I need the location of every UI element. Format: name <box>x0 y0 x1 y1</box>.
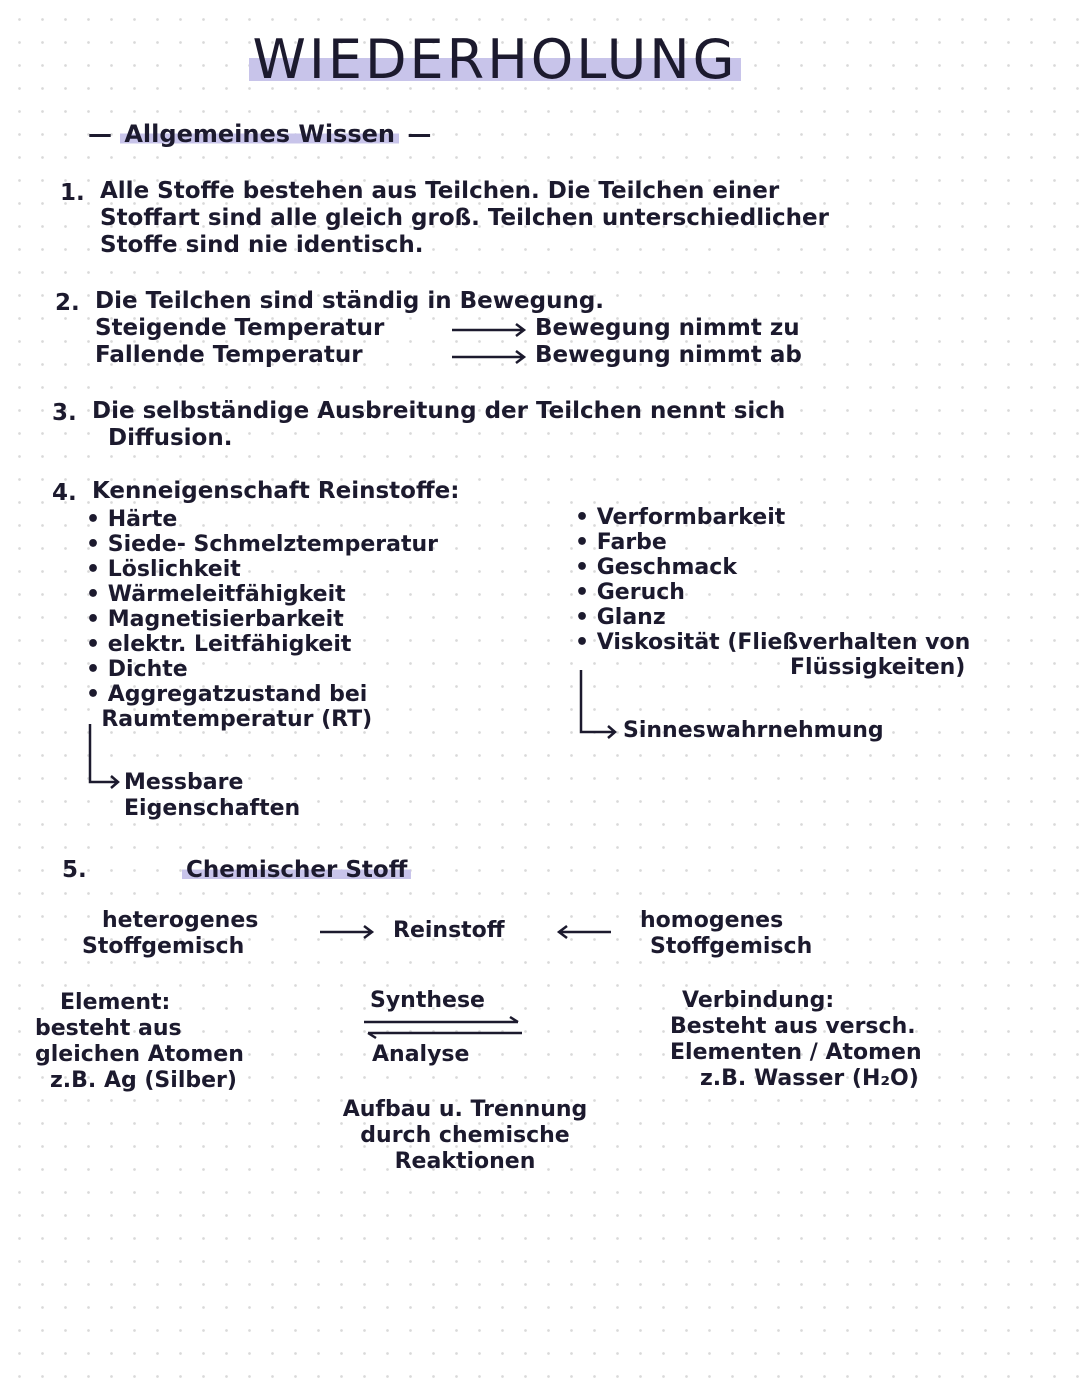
sensory-properties-list <box>575 505 970 680</box>
point-1-line: Stoffart sind alle gleich groß. Teilchen unterschiedlicher <box>100 205 829 231</box>
point-5-heading: Chemischer Stoff <box>182 857 411 884</box>
list-item: • Siede- Schmelztemperatur <box>86 532 438 557</box>
label-line: heterogenes <box>102 908 259 933</box>
label-line: Stoffgemisch <box>82 934 245 959</box>
point-3-number: 3. <box>52 400 77 426</box>
section-subtitle: — Allgemeines Wissen — <box>88 120 432 148</box>
label-line: homogenes <box>640 908 784 933</box>
element-definition <box>35 990 244 1094</box>
label-line: Elementen / Atomen <box>670 1040 922 1065</box>
list-item: • Glanz <box>575 605 666 630</box>
compound-definition <box>670 988 922 1092</box>
arrow-right-icon <box>450 318 530 373</box>
point-2-intro: Die Teilchen sind ständig in Bewegung. <box>95 288 605 314</box>
label-line: Eigenschaften <box>124 796 301 821</box>
list-item: Flüssigkeiten) <box>790 655 966 680</box>
pure-substance: Reinstoff <box>393 918 505 943</box>
point-4-heading: Kenneigenschaft Reinstoffe: <box>92 478 460 504</box>
list-item: • elektr. Leitfähigkeit <box>86 632 352 657</box>
label-line: Besteht aus versch. <box>670 1014 916 1039</box>
sensory-properties-label: Sinneswahrnehmung <box>623 718 884 743</box>
arrow-left-icon <box>555 922 615 942</box>
point-1-number: 1. <box>60 180 85 206</box>
label-line: Verbindung: <box>682 988 835 1013</box>
label-line: z.B. Ag (Silber) <box>50 1068 237 1093</box>
list-item: • Wärmeleitfähigkeit <box>86 582 346 607</box>
equilibrium-arrows-icon <box>362 1016 524 1040</box>
list-item: • Aggregatzustand bei <box>86 682 368 707</box>
analysis-label: Analyse <box>372 1042 470 1067</box>
point-1-line: Alle Stoffe bestehen aus Teilchen. Die Teilchen einer <box>100 178 780 204</box>
list-item: • Viskosität (Fließverhalten von <box>575 630 971 655</box>
label-line: durch chemische <box>360 1123 570 1148</box>
point-4-number: 4. <box>52 480 77 506</box>
measurable-properties-label <box>124 770 300 822</box>
point-1-line: Stoffe sind nie identisch. <box>100 232 424 258</box>
label-line: Stoffgemisch <box>650 934 813 959</box>
list-item: • Dichte <box>86 657 188 682</box>
list-item: • Geschmack <box>575 555 737 580</box>
list-item: • Farbe <box>575 530 667 555</box>
heterogeneous-mixture <box>82 908 258 960</box>
label-line: Aufbau u. Trennung <box>342 1097 588 1122</box>
label-line: z.B. Wasser (H₂O) <box>700 1066 919 1091</box>
list-item: • Geruch <box>575 580 685 605</box>
point-3-line: Die selbständige Ausbreitung der Teilchen nennt sich <box>92 398 786 424</box>
point-2-number: 2. <box>55 290 80 316</box>
page-title: WIEDERHOLUNG <box>0 28 990 91</box>
homogeneous-mixture <box>640 908 812 960</box>
point-2-cause: Fallende Temperatur <box>95 342 363 368</box>
point-2-effect: Bewegung nimmt ab <box>535 342 802 368</box>
point-2-cause: Steigende Temperatur <box>95 315 385 341</box>
label-line: Element: <box>60 990 171 1015</box>
list-item: • Verformbarkeit <box>575 505 786 530</box>
list-item: • Löslichkeit <box>86 557 241 582</box>
list-item: • Härte <box>86 507 178 532</box>
bent-arrow-icon <box>577 668 623 748</box>
reaction-note <box>305 1097 625 1175</box>
point-5-number: 5. <box>62 857 87 883</box>
point-1-text <box>100 178 829 259</box>
list-item: • Magnetisierbarkeit <box>86 607 344 632</box>
arrow-right-icon <box>318 922 378 942</box>
point-2-effect: Bewegung nimmt zu <box>535 315 800 341</box>
bent-arrow-icon <box>86 722 126 792</box>
label-line: besteht aus <box>35 1016 182 1041</box>
label-line: Messbare <box>124 770 244 795</box>
label-line: Reaktionen <box>394 1149 536 1174</box>
point-3-line: Diffusion. <box>108 425 233 451</box>
list-item: Raumtemperatur (RT) <box>101 707 373 732</box>
synthesis-label: Synthese <box>370 988 485 1013</box>
measurable-properties-list <box>86 507 438 732</box>
label-line: gleichen Atomen <box>35 1042 244 1067</box>
